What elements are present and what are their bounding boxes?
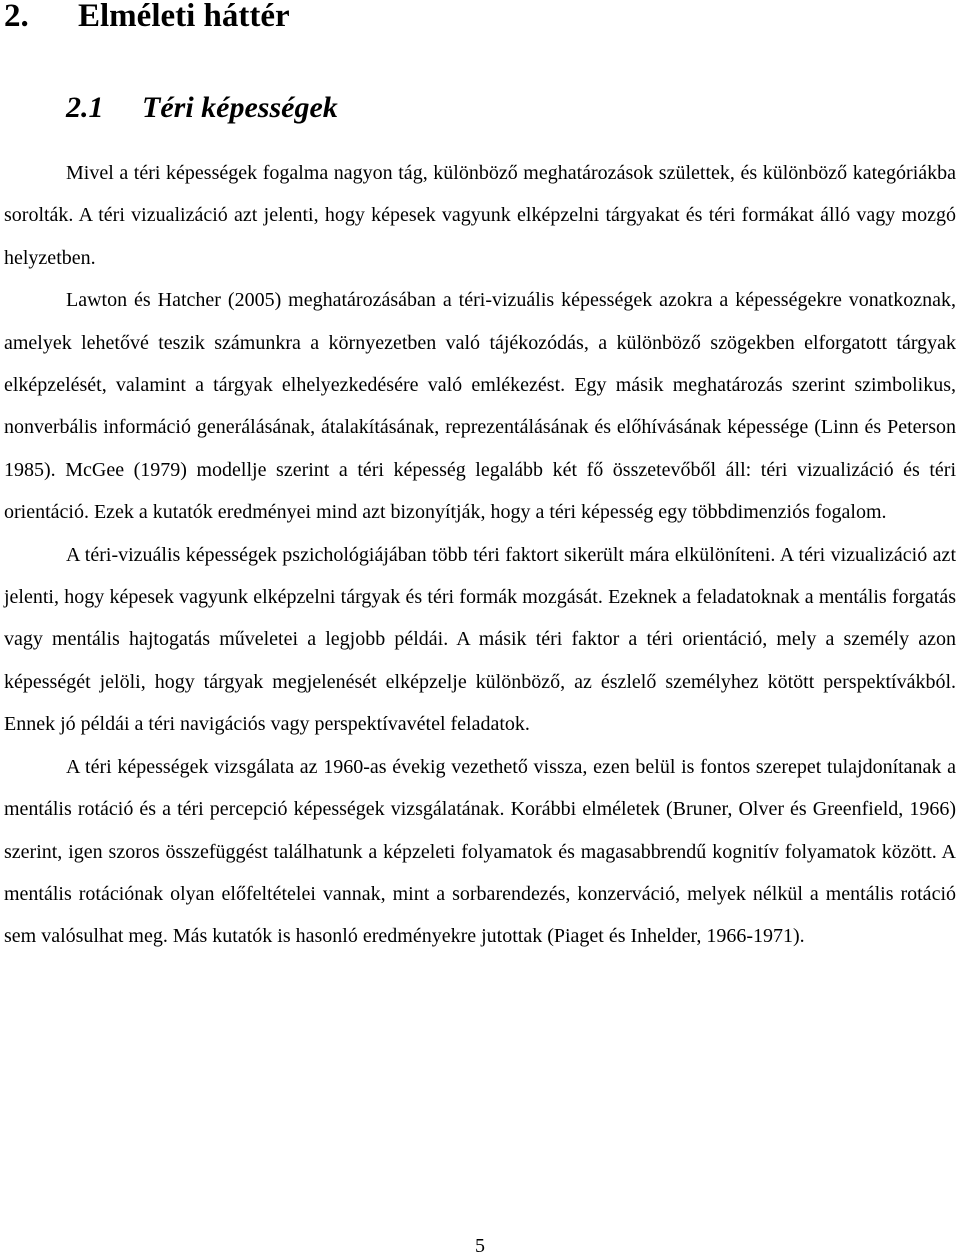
chapter-number: 2. xyxy=(4,0,29,34)
paragraph-4: A téri képességek vizsgálata az 1960-as évekig vezethető vissza, ezen belül is fontos szerepet tulajdonítanak a mentális rotáció és a téri percepció képességek vizsgálatának. Korábbi elméletek (Bruner, Olver és Greenfield, 1966) szerint, igen szoros összefüggést találhatunk a képzeleti folyamatok és magasabbrendű kognitív folyamatok között. A mentális rotációnak olyan előfeltételei vannak, mint a sorbarendezés, konzerváció, melyek nélkül a mentális rotáció sem valósulhat meg. Más kutatók is hasonló eredményekre jutottak (Piaget és Inhelder, 1966-1971). xyxy=(4,755,956,948)
paragraph-1: Mivel a téri képességek fogalma nagyon tág, különböző meghatározások születtek, és különböző kategóriákba sorolták. A téri vizualizáció azt jelenti, hogy képesek vagyunk elképzelni tárgyakat és téri formákat álló vagy mozgó helyzetben. xyxy=(4,162,956,269)
section-number: 2.1 xyxy=(66,91,104,124)
body-text xyxy=(4,152,956,958)
chapter-title: Elméleti háttér xyxy=(78,0,290,34)
document-page xyxy=(4,0,956,1258)
paragraph-3: A téri-vizuális képességek pszichológiájában több téri faktort sikerült mára elkülöníteni. A téri vizualizáció azt jelenti, hogy képesek vagyunk elképzelni tárgyak és téri formák mozgását. Ezeknek a feladatoknak a mentális forgatás vagy mentális hajtogatás műveletei a legjobb példái. A másik téri faktor a téri orientáció, mely a személy azon képességét jelöli, hogy tárgyak megjelenését elképzelje különböző, az észlelő személyhez kötött perspektívákból. Ennek jó példái a téri navigációs vagy perspektívavétel feladatok. xyxy=(4,543,956,736)
section-heading xyxy=(66,86,338,130)
chapter-heading xyxy=(4,0,290,38)
paragraph-2: Lawton és Hatcher (2005) meghatározásában a téri-vizuális képességek azokra a képességekre vonatkoznak, amelyek lehetővé teszik számunkra a környezetben való tájékozódás, a különböző szögekben elforgatott tárgyak elképzelését, valamint a tárgyak elhelyezkedésére való emlékezést. Egy másik meghatározás szerint szimbolikus, nonverbális információ generálásának, átalakításának, reprezentálásának és előhívásának képessége (Linn és Peterson 1985). McGee (1979) modellje szerint a téri képesség legalább két fő összetevőből áll: téri vizualizáció és téri orientáció. Ezek a kutatók eredményei mind azt bizonyítják, hogy a téri képesség egy többdimenziós fogalom. xyxy=(4,289,956,524)
page-number: 5 xyxy=(475,1235,485,1257)
section-title: Téri képességek xyxy=(142,91,338,124)
